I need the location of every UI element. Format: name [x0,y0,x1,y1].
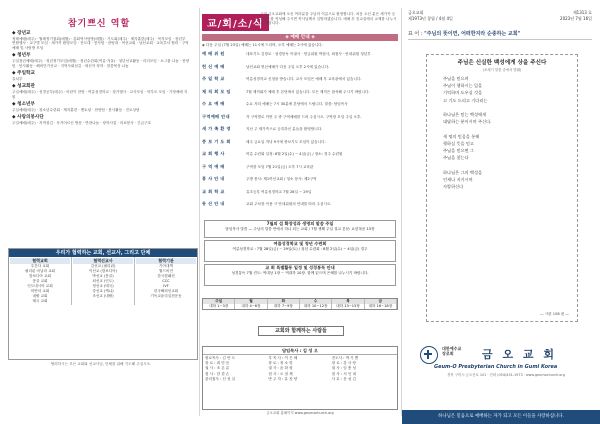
ministry-sections [12,32,190,126]
cross-logo-icon [420,346,438,364]
reading-day: 화 [268,299,300,304]
news-row-label: 예 배 위 원 [202,51,225,56]
church-name: 금 오 교 회 [482,348,557,361]
section-heading: ◆ 청년부 [12,53,31,59]
missions-column-title: 협력선교사 [73,258,133,264]
section-heading: ◆ 사랑의봉사단 [12,115,44,121]
reading-day: 수 [300,299,332,304]
missions-item: 강선교 (케냐) [92,289,114,293]
missions-item: 최선교 (인도) [92,279,114,283]
church-english-name: Geum-O Presbyterian Church in Gumi Korea [434,364,558,370]
news-row-label: 교 회 학 교 [202,188,225,194]
section-text: 주일예배(매주) · 성경공부(매주) · 어린이 찬양 · 여름성경학교 · 절기행사 · 교사모임 · 학부모 모임 · 가정예배 지원 [12,89,188,99]
missions-item: 미얀마 교회 [30,289,50,293]
staff-member: 장 로 : 최 믿 음 [205,361,230,366]
bulletin-header-right [560,10,592,21]
reading-chapter: 대하 13~15장 [332,304,364,309]
missions-item: 기아대책 [159,264,173,268]
bulletin-header-left [408,10,453,21]
missions-item: 한국해외선교회 [153,289,179,293]
missions-box [8,248,198,360]
missions-item: 박선교 (몽골) [92,274,114,278]
poem-line: 고 기도 드리고 기다리는 [443,97,488,103]
news-row-label: 중 보 기 도 회 [202,138,231,144]
poem-line: 언제나 지키시며 [443,176,473,182]
issue-number: 제1313 호 [572,10,592,15]
staff-member: 부 목 사 : 이 은 혜 [268,356,298,360]
news-row-label: 새 가 족 환 영 [202,126,231,131]
staff-head: 담임목사 : 김 성 오 [203,347,397,355]
missions-item: 기독교윤리실천운동 [150,294,182,298]
missions-column [135,257,197,305]
reading-chapter: 대하 10~12장 [300,304,332,309]
poem-line: 주님이 행하시는 일을 [443,83,483,89]
staff-member: 관리집사 : 신 성 실 [205,376,236,381]
box-summer [204,240,396,262]
section-heading: ◆ 주일학교 [12,71,35,77]
section-text: 주일예배(매주) · 지역섬김 · 독거어르신 방문 · 반찬나눔 · 장학사업 · 의료봉사 · 긴급구호 [12,120,152,125]
missions-item: IVF [163,284,169,288]
missions-item: 이선교 (캄보디아) [88,269,118,273]
news-row [202,65,398,70]
reading-day: 목 [332,299,364,304]
bottom-banner: 하나님은 믿음으로 예배하는 자가 되고 모든 이들을 사랑하십니다. [402,410,600,424]
staff-member: 집 사 : 한 겸 손 [205,371,230,376]
news-row-label: 동 산 안 내 [202,201,225,206]
missions-item: 조선교 (네팔) [92,294,114,298]
news-row-text: 주방 봉사: 제1여선교회 / 청소 봉사: 제2구역 [246,177,317,181]
reading-grid [202,298,398,310]
news-row [202,127,398,132]
motto-label: 표 어 : [408,31,423,37]
news-row [202,90,398,95]
section-text: 주일청년예배(매주) · 청년정기모임(매월) · 청년수련회(여름·겨울) · 청년선교활동 · 리더모임 · 소그룹 나눔 · 찬양팀 · 봉사활동 · 해외단기선교 · 지역사회섬김 · 새신자 정착 · 말씀묵상 나눔 [12,58,190,68]
box-reading [204,264,396,286]
missions-item: 네팔 교회 [32,294,48,298]
staff-member: 원로목사 : 김 안 도 [205,356,236,360]
news-row [202,165,398,170]
news-intro-text: ◈ 다음 주일 (7월 23일) 예배는 11시에 드리며, 오후 예배는 2시에 있습니다. [202,43,323,47]
news-row-text: 여름 수련회 일정: 8월 2일(수) ~ 4일(금) / 장소: 경주 수련원 [246,152,343,156]
poem-title: 주님은 신실한 백성에게 상을 주신다 [457,60,547,66]
section-text: 주일예배(매주) · 청소년수련회 · 제자훈련 · 멘토링 · 찬양팀 · 봉사활동 · 진로상담 [12,107,140,112]
poem-reference: — 시편 108 편 — [539,312,569,316]
church-org-line-1: 대한예수교 [442,346,462,351]
news-row-text: 교회 주차장 이용 시 안내위원의 안내를 따라 주십시오. [246,202,332,206]
section-text: 유치부 [12,76,23,81]
poem-line [443,104,577,111]
missions-item: 필리핀 마닐라 교회 [24,269,56,273]
news-row [202,77,398,82]
reading-chapter: 대하 7~9장 [268,304,300,309]
right-panel [402,0,600,424]
poem-line: 하나님은 그의 백성을 [443,169,483,175]
staff-member: 집 사 : 서 인 내 [331,371,356,376]
missions-item: 태국 교회 [32,299,48,303]
news-row [202,152,398,157]
news-row-label: 주 일 학 교 [202,76,225,81]
news-row [202,102,398,107]
reading-chapter: 대하 1~3장 [203,304,235,309]
left-panel [0,0,198,424]
news-row-text: 매주 금요일 저녁 9시에 중보기도 모임이 있습니다. [246,139,326,144]
staff-member: 사 무 : 문 섬 김 [331,376,356,381]
church-org [442,346,461,356]
poem-line: 하나님은 믿는 백성에게 [443,112,487,118]
news-row [202,115,398,120]
poem-box [426,54,578,322]
news-row-text: 수요 저녁 예배는 7시 30분에 본당에서 드립니다. 말씀: 담임목사 [246,102,348,106]
news-title: 교/회/소/식 [202,14,269,31]
news-row-label: 봉 사 안 내 [202,176,225,181]
box-summer-title: 여름성경학교 및 청년 수련회 [273,241,327,246]
missions-item: 정선교 (태국) [92,284,114,288]
news-row-text: 유초등부 여름성경학교 7월 28일 ~ 29일 [246,189,312,194]
staff-member: 권 사 : 임 충 성 [331,366,356,371]
poem-subtitle: (조세기 말씀 중에서 발췌) [482,68,522,72]
reading-chapter: 대하 16~18장 [365,304,397,309]
church-short: 금오교회 [408,10,424,15]
news-row [202,202,398,207]
poem-line [443,125,577,132]
section-text: 정례예배(매주) · 월례정기집회(매월) · 총회역사탐방(매월) · 기도회(매주) · 제자훈련(매주) · 목자모임 · 장년부 연합행사 · 교구별 모임 · 새가족 환영모임 · 전도대 · 봉사팀 · 찬양대 · 여선교회 · 남선교회 · 교육부서 협력 · 구역예배 및 사랑방 모임 [12,36,189,50]
news-row [202,140,398,145]
news-row-text: 대표기도 김장로 · 성경봉독 이권사 · 헌금위원 박집사, 최집사 · 안내위원 청년부 [246,52,371,56]
poem-line: 사랑하신다 [443,184,464,190]
poem-line: 행하실 뜻을 믿고 [443,140,474,146]
staff-member: 권 사 : 조 온 유 [205,366,230,371]
news-row [202,52,398,57]
reading-day: 주일 [203,299,235,304]
section-heading: ◆ 성교회관 [12,84,35,90]
news-row-label: 제 직 회 모 임 [202,88,231,94]
staff-member: 장 로 : 강 사 랑 [331,361,356,366]
missions-column [9,257,72,305]
missions-column-title: 협력교회 [10,258,70,264]
missions-footer: 협력하시는 모든 교회와 선교사님, 단체를 위해 기도해 주십시오. [50,362,152,366]
news-row [202,190,398,195]
poem-line: 대답하는 분이시며 주신다. [443,119,492,125]
missions-column-title: 협력기관 [136,258,196,264]
staff-grid [203,355,397,383]
church-address: 경북 구미시 금오산로 101 · 전화 (054)451-1973 · www.geumochurch.org [447,373,565,377]
poem-line: 주님을 믿으며 [443,76,469,81]
missions-title: 우리가 협력하는 교회, 선교사, 그리고 단체 [9,249,197,257]
news-row-text: 각 구역별로 이번 주 중 구역예배를 드려 주십시오. 구역장 모임 주일 오후. [246,114,362,119]
staff-member: 전도사 : 박 기 쁨 [331,356,359,360]
missions-item: 김선교 (필리핀) [90,264,116,268]
center-panel [200,0,400,424]
left-title: 참기쁘신 역할 [67,19,131,29]
poem-line: 기억하며 도우실 것을 [443,90,483,96]
missions-item: 캄보디아 교회 [29,274,51,278]
reading-chapter: 대하 4~6장 [235,304,267,309]
news-row-label: 교 회 행 사 [202,151,225,156]
box-sermon [204,220,396,238]
box-reading-title: 교 회 특별활동 일정 및 성경통독 안내 [265,265,335,270]
missions-item: 한국컴패션 [157,274,175,278]
missions-table [9,257,197,305]
box-summer-text: 여름성경학교 : 7월 28일(금) ~ 29일(토) / 청년 수련회 : 8월 2일(수) ~ 4일(금) 경주 [232,247,368,251]
news-row-label: 구 역 예 배 [202,163,225,169]
news-row-label: 구역예배 안내 [202,113,230,119]
news-row [202,177,398,182]
staff-member: 권 사 : 윤 화 평 [268,366,293,371]
missions-item: CCC [162,279,170,283]
founding: 제1973년 창립 / 4월 4일 [408,15,453,21]
reading-day: 금 [365,299,397,304]
poem-lines [427,75,577,190]
news-intro-line [202,43,398,48]
staff-member: 집 사 : 오 절 제 [268,371,293,376]
poem-line: 주님을 믿으면 그 [443,148,474,154]
poem-line: 세 명의 믿음을 통해 [443,133,480,139]
news-row-label: 수 요 예 배 [202,101,225,106]
issue-date: 2023년 7월 16일 [560,15,592,21]
news-intro: 구미 금오교회에 오신 여러분을 주님의 이름으로 환영합니다. 처음 오신 분은 새가족 등록카드를 작성해 주시면 목사님께서 심방하겠습니다. 예배 후 친교실에서 교제를 나누시기 바랍니다. [260,12,397,26]
staff-member: 장 로 : 정 소 망 [268,361,293,366]
motto-line [408,30,592,40]
news-row-text: 7월 제직회가 예배 후 본당에서 있습니다. 모든 제직은 참석해 주시기 바랍니다. [246,89,370,94]
missions-item: 월드비전 [159,269,173,273]
worship-bar: ◈ 예배 안내 ◈ [202,34,398,41]
news-row-text: 구역장 모임 7월 21일(금) 오후 7시 교육관 [246,164,314,169]
motto-title: "주님의 뜻이면, 어떠한지라 순종하는 교회" [424,31,521,37]
center-footer: 금오교회 홈페이지 www.geumochurch.org [266,411,334,415]
section-heading: ◆ 장년교 [12,31,31,36]
news-row-text: 여름성경학교 신청을 받습니다. 교사 모임은 예배 후 교육관에서 있습니다. [246,77,362,81]
people-heading: 교회와 함께하는 사람들 [258,326,344,336]
news-row-text: 지난 주 새가족으로 등록하신 분들을 환영합니다. [246,127,323,131]
missions-item: 인도네시아 교회 [27,284,53,288]
box-sermon-text: 담임목사 말씀 — 주님의 말씀 안에서 하나 되는 교회 / 7월 셋째 주일 설교 본문: 요한복음 15장 [225,227,375,231]
box-reading-text: 성경통독 7월 진도: 역대상 1장 ~ 역대하 10장. 함께 읽으며 은혜를 나누시기 바랍니다. [231,271,369,275]
staff-member: 반 주 자 : 유 찬 양 [268,376,298,381]
missions-item: 몽골 교회 [32,279,48,283]
section-heading: ◆ 청소년부 [12,102,35,108]
reading-day: 월 [235,299,267,304]
news-row-text: 남선교회 헌신예배가 다음 주일 오후 2시에 있습니다. [246,64,330,69]
staff-box [202,346,398,410]
box-sermon-title: 7월의 섬 확장성과 생명의 말씀 주일 [266,221,334,226]
missions-column [72,257,135,305]
poem-line: 주님을 찾는다 [443,155,469,161]
poem-line [443,161,577,168]
news-row-label: 헌 신 예 배 [202,63,225,69]
missions-item: 우간다 교회 [30,264,50,268]
church-org-line-2: 장로회 [442,351,454,357]
